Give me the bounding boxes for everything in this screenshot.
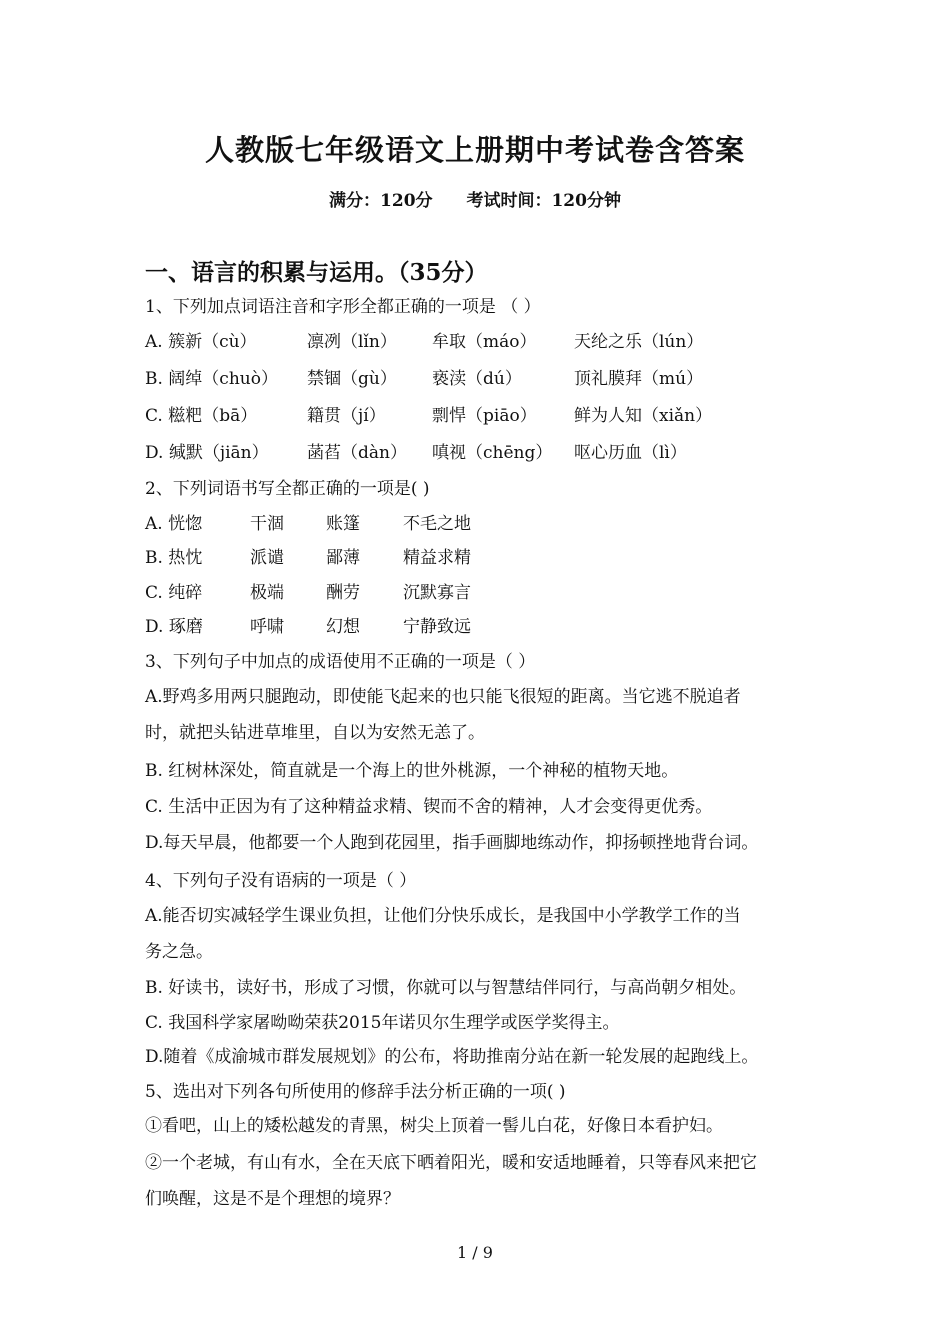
option-cell: 嗔视（chēng） [432, 443, 553, 463]
option-cell: A. 簇新（cù） [145, 332, 257, 352]
option-cell: 剽悍（piāo） [432, 406, 537, 426]
option-cell: B. 热忱 [145, 548, 203, 568]
option-cell: 禁锢（gù） [307, 369, 397, 389]
question-3-option-a: A.野鸡多用两只腿跑动，即使能飞起来的也只能飞很短的距离。当它逃不脱追者 [145, 687, 741, 707]
option-cell: 幻想 [326, 617, 360, 637]
question-5-sentence-1: ①看吧，山上的矮松越发的青黑，树尖上顶着一髻儿白花，好像日本看护妇。 [145, 1116, 723, 1136]
option-cell: 宁静致远 [403, 617, 471, 637]
question-4-option-c: C. 我国科学家屠呦呦荣获2015年诺贝尔生理学或医学奖得主。 [145, 1013, 620, 1033]
option-cell: 亵渎（dú） [432, 369, 522, 389]
option-cell: 鄙薄 [326, 548, 360, 568]
option-cell: 牟取（máo） [432, 332, 537, 352]
question-3-option-d: D.每天早晨，他都要一个人跑到花园里，指手画脚地练动作，抑扬顿挫地背台词。 [145, 833, 759, 853]
exam-info [0, 186, 950, 211]
question-4-stem: 4、下列句子没有语病的一项是（ ） [145, 871, 417, 891]
option-cell: 天纶之乐（lún） [574, 332, 704, 352]
exam-time: 考试时间：120分钟 [466, 191, 621, 211]
option-cell: 酬劳 [326, 583, 360, 603]
option-cell: 呼啸 [250, 617, 284, 637]
option-cell: 派谴 [250, 548, 284, 568]
option-cell: 籍贯（jí） [307, 406, 386, 426]
option-cell: 精益求精 [403, 548, 471, 568]
option-cell: C. 糍粑（bā） [145, 406, 258, 426]
question-4-option-a: A.能否切实减轻学生课业负担，让他们分快乐成长，是我国中小学教学工作的当 [145, 906, 741, 926]
option-cell: B. 阔绰（chuò） [145, 369, 278, 389]
question-3-option-b: B. 红树林深处，简直就是一个海上的世外桃源，一个神秘的植物天地。 [145, 761, 679, 781]
option-cell: 干涸 [250, 514, 284, 534]
page-number: 1 / 9 [457, 1243, 493, 1262]
option-cell: 账篷 [326, 514, 360, 534]
option-cell: 不毛之地 [403, 514, 471, 534]
option-cell: 鲜为人知（xiǎn） [574, 406, 713, 426]
page-title: 人教版七年级语文上册期中考试卷含答案 [204, 133, 745, 167]
question-4-option-a-cont: 务之急。 [145, 942, 213, 962]
question-1-stem: 1、下列加点词语注音和字形全都正确的一项是 （ ） [145, 297, 541, 317]
full-score: 满分：120分 [329, 191, 433, 211]
option-cell: 顶礼膜拜（mú） [574, 369, 704, 389]
question-4-option-b: B. 好读书，读好书，形成了习惯，你就可以与智慧结伴同行，与高尚朝夕相处。 [145, 978, 747, 998]
option-cell: A. 恍惚 [145, 514, 203, 534]
question-5-stem: 5、选出对下列各句所使用的修辞手法分析正确的一项( ) [145, 1082, 566, 1102]
question-5-sentence-2: ②一个老城，有山有水，全在天底下晒着阳光，暖和安适地睡着，只等春风来把它 [145, 1153, 757, 1173]
option-cell: 凛冽（lǐn） [307, 332, 397, 352]
option-cell: 沉默寡言 [403, 583, 471, 603]
question-3-option-a-cont: 时，就把头钻进草堆里，自以为安然无恙了。 [145, 723, 485, 743]
option-cell: C. 纯碎 [145, 583, 203, 603]
question-3-stem: 3、下列句子中加点的成语使用不正确的一项是（ ） [145, 652, 536, 672]
section-heading: 一、语言的积累与运用。（35分） [145, 259, 488, 286]
question-3-option-c: C. 生活中正因为有了这种精益求精、锲而不舍的精神，人才会变得更优秀。 [145, 797, 713, 817]
option-cell: 极端 [250, 583, 284, 603]
option-cell: D. 琢磨 [145, 617, 203, 637]
question-2-stem: 2、下列词语书写全都正确的一项是( ) [145, 479, 430, 499]
question-5-sentence-2-cont: 们唤醒，这是不是个理想的境界？ [145, 1189, 400, 1209]
option-cell: D. 缄默（jiān） [145, 443, 269, 463]
option-cell: 呕心历血（lì） [574, 443, 687, 463]
question-4-option-d: D.随着《成渝城市群发展规划》的公布，将助推南分站在新一轮发展的起跑线上。 [145, 1047, 759, 1067]
option-cell: 菡萏（dàn） [307, 443, 407, 463]
